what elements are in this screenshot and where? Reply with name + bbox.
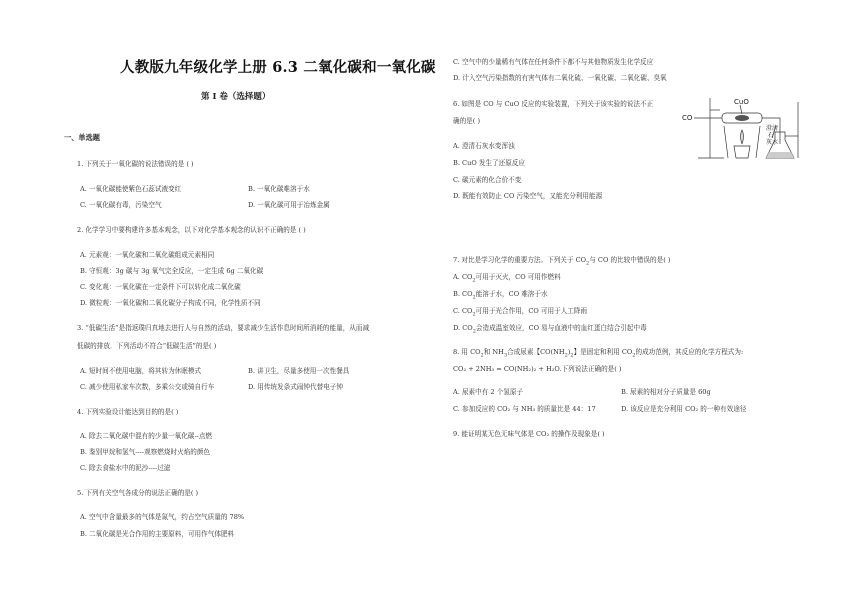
q7-opt-a-text2: 可用于灭火，CO 可用作燃料 <box>475 273 561 281</box>
question-5-stem: 5. 下列有关空气各成分的说法正确的是( ) <box>77 489 199 497</box>
q8-l1-a: 8. 用 CO <box>453 348 481 356</box>
limewater-label-1: 澄清 <box>766 125 779 132</box>
q7-opt-a-sub: 2 <box>472 277 476 284</box>
q3-option-a: A. 短时间不使用电脑，将其转为休眠模式 <box>80 367 202 375</box>
question-9-stem: 9. 能证明某无色无味气体是 CO₂ 的操作及现象是( ) <box>453 430 605 438</box>
q8-l1-sub1: 2 <box>480 352 484 359</box>
q8-option-b: B. 尿素的相对分子质量是 60g <box>621 388 711 396</box>
q8-l1-c: 合成尿素【CO(NH <box>507 348 565 356</box>
q7-stem-part-b: 与 CO 的比较中错误的是( ) <box>589 256 671 264</box>
q7-opt-d-text2: 会造成温室效应，CO 易与血液中的血红蛋白结合引起中毒 <box>475 324 647 332</box>
q6-option-b: B. CuO 发生了还原反应 <box>453 159 525 167</box>
q5-option-a: A. 空气中含量最多的气体是氮气，约占空气质量的 78% <box>80 513 245 521</box>
q8-l1-f: 的成功范例，其反应的化学方程式为: <box>635 348 744 356</box>
q6-option-a: A. 澄清石灰水变浑浊 <box>453 142 515 150</box>
q8-l1-sub3: 2 <box>564 352 568 359</box>
q8-l1-sub4: 2 <box>570 352 574 359</box>
q8-l1-d: ) <box>567 348 571 356</box>
q5-option-b: B. 二氧化碳是光合作用的主要原料，可用作气体肥料 <box>80 530 235 538</box>
question-6-stem-line1: 6. 如图是 CO 与 CuO 反应的实验装置，下列关于该实验的说法不正 <box>453 100 654 108</box>
q7-opt-b-text2: 能溶于水，CO 难溶于水 <box>475 290 548 298</box>
q7-stem-sub: 2 <box>586 260 590 267</box>
q2-option-d: D. 微粒观：一氧化碳和二氧化碳分子构成不同，化学性质不同 <box>80 299 261 307</box>
q3-option-c: C. 减少使用私家车次数，多乘公交或骑自行车 <box>80 383 215 391</box>
q7-option-c <box>453 305 587 317</box>
q7-option-b <box>453 288 548 300</box>
limewater-label-3: 灰水 <box>766 139 779 146</box>
q6-option-d: D. 既能有效防止 CO 污染空气，又能充分利用能源 <box>453 192 603 200</box>
q6-option-c: C. 碳元素的化合价不变 <box>453 176 522 184</box>
co-cuo-apparatus-diagram <box>680 96 808 166</box>
q8-option-d: D. 该反应是充分利用 CO₂ 的一种有效途径 <box>621 405 747 413</box>
q4-option-b: B. 鉴别甲烷和氢气----观察燃烧时火焰的颜色 <box>80 448 211 456</box>
q1-option-d: D. 一氧化碳可用于冶炼金属 <box>248 201 330 209</box>
q5-option-d: D. 计入空气污染指数的有害气体有二氧化硫、一氧化碳、二氧化碳、臭氧 <box>453 74 667 82</box>
q2-option-b: B. 守恒观：3g 碳与 3g 氧气完全反应，一定生成 6g 二氧化碳 <box>80 267 264 275</box>
q8-option-c: C. 参加反应的 CO₂ 与 NH₃ 的质量比是 44：17 <box>453 405 596 413</box>
q4-option-a: A. 除去二氧化碳中混有的少量一氧化碳--点燃 <box>80 432 213 440</box>
page-title: 人教版九年级化学上册 6.3 二氧化碳和一氧化碳 <box>120 59 436 76</box>
q4-option-c: C. 除去食盐水中的泥沙----过滤 <box>80 464 171 472</box>
section-heading: 一、单选题 <box>64 133 100 142</box>
limewater-label-2: 石 <box>768 132 775 139</box>
q3-option-d: D. 用传统发条式闹钟代替电子钟 <box>248 383 343 391</box>
q1-option-c: C. 一氧化碳有毒，污染空气 <box>80 201 162 209</box>
cuo-powder <box>735 115 749 121</box>
q7-opt-d-text1: D. CO <box>453 324 473 332</box>
q8-l1-sub2: 3 <box>503 352 508 359</box>
q8-l1-sub5: 2 <box>632 352 636 359</box>
alcohol-lamp <box>734 146 750 158</box>
q7-option-a <box>453 271 561 283</box>
question-1-stem: 1. 下列关于一氧化碳的说法错误的是 ( ) <box>77 160 194 168</box>
q3-option-b: B. 讲卫生，尽量多使用一次性餐具 <box>248 367 350 375</box>
question-6-stem-line2: 确的是( ) <box>453 117 481 125</box>
q7-opt-c-text1: C. CO <box>453 307 473 315</box>
q8-l1-b: 和 NH <box>483 348 504 356</box>
question-8-equation: CO₂ + 2NH₃ = CO(NH₂)₂ + H₂O.下列说法正确的是( ) <box>453 365 622 373</box>
q7-stem-part-a: 7. 对比是学习化学的重要方法。下列关于 CO <box>453 256 587 264</box>
question-3-stem-line2: 低碳的排放．下列活动不符合“低碳生活”的是( ) <box>77 342 217 350</box>
q8-option-a: A. 尿素中有 2 个氢原子 <box>453 388 524 396</box>
q2-option-a: A. 元素观：一氧化碳和二氧化碳组成元素相同 <box>80 251 215 259</box>
question-8-stem-line1 <box>453 346 743 358</box>
q7-opt-c-text2: 可用于光合作用，CO 可用于人工降雨 <box>475 307 588 315</box>
q5-option-c: C. 空气中的少量稀有气体在任何条件下都不与其他物质发生化学反应 <box>453 58 654 66</box>
q8-l1-e: 】是固定和利用 CO <box>573 348 633 356</box>
question-2-stem: 2. 化学学习中要构建许多基本观念，以下对化学基本观念的认识不正确的是 ( ) <box>77 226 306 234</box>
question-3-stem-line1: 3. “低碳生活”是指返璞归真地去进行人与自然的活动，要求减少生活作息时间所消耗的能量，从而减 <box>77 324 370 332</box>
q7-opt-a-text1: A. CO <box>453 273 473 281</box>
volume-subtitle: 第 I 卷（选择题） <box>201 92 271 102</box>
cuo-label: CuO <box>734 98 749 106</box>
question-7-stem <box>453 254 670 266</box>
q7-opt-d-sub: 2 <box>472 328 476 335</box>
q2-option-c: C. 变化观：一氧化碳在一定条件下可以转化成二氧化碳 <box>80 283 241 291</box>
q7-option-d <box>453 322 647 334</box>
q1-option-a: A. 一氧化碳能使紫色石蕊试液变红 <box>80 185 182 193</box>
q7-opt-c-sub: 2 <box>472 311 476 318</box>
q1-option-b: B. 一氧化碳难溶于水 <box>248 185 310 193</box>
q7-opt-b-text1: B. CO <box>453 290 473 298</box>
q7-opt-b-sub: 2 <box>472 294 476 301</box>
co-label: CO <box>682 114 693 122</box>
question-4-stem: 4. 下列实验设计能达到目的的是( ) <box>77 408 179 416</box>
